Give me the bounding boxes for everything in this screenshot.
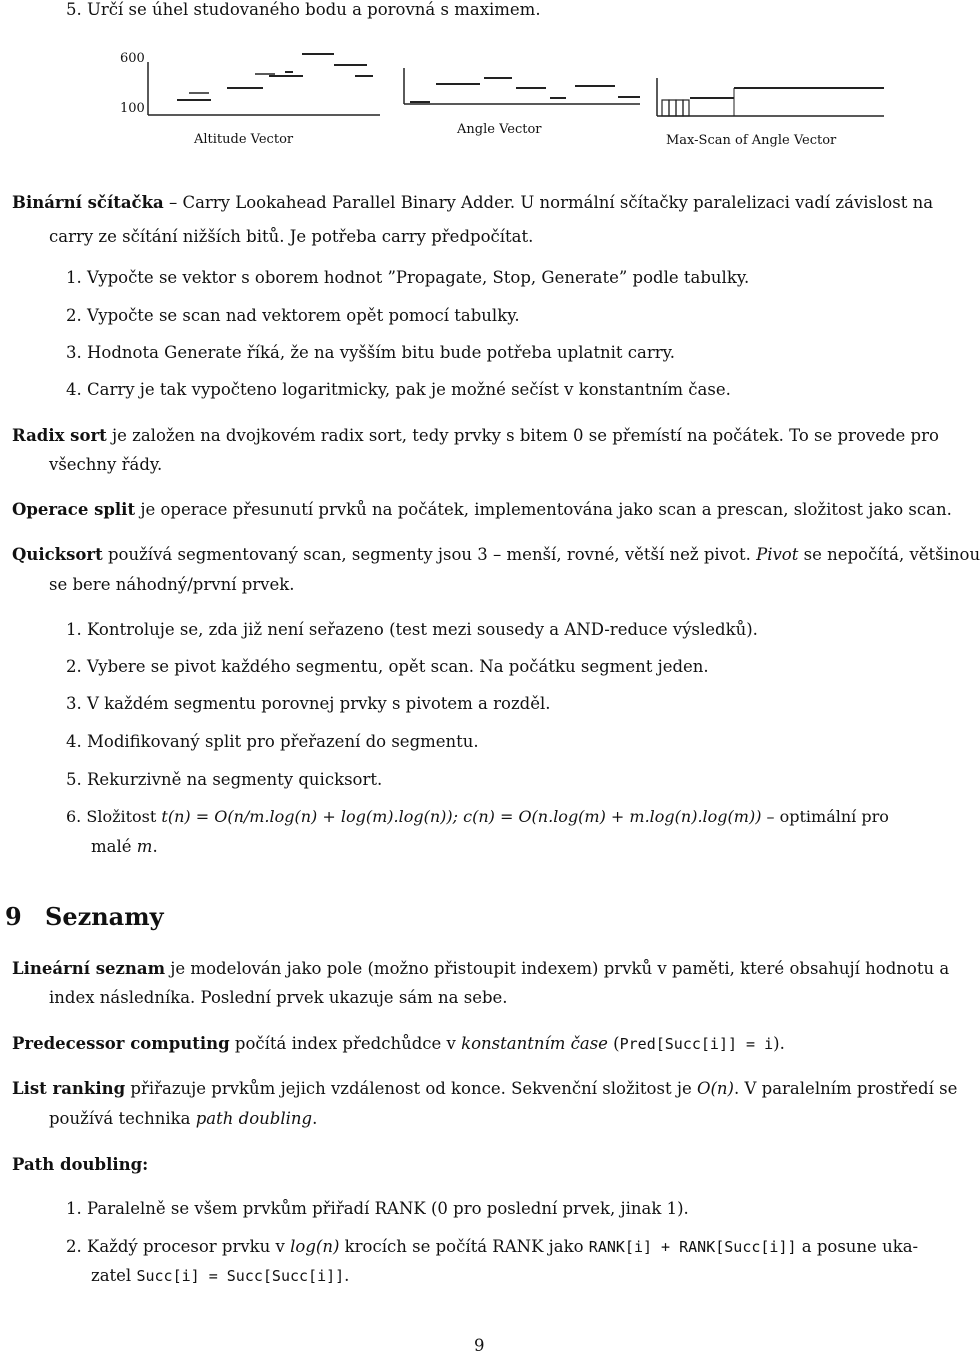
list-item-continuation	[91, 1266, 349, 1286]
list-item	[66, 770, 382, 790]
paragraph-text: (	[607, 1034, 620, 1053]
item-text: Modifikovaný split pro přeřazení do segmentu.	[87, 732, 479, 751]
list-item	[66, 1199, 689, 1219]
list-item	[66, 657, 709, 677]
term: List ranking	[12, 1079, 126, 1098]
item-text: Každý procesor prvku v	[87, 1237, 291, 1256]
term: Binární sčítačka	[12, 193, 164, 212]
list-item	[66, 343, 675, 363]
paragraph-heading	[12, 1155, 148, 1175]
item-text: krocích se počítá RANK jako	[339, 1237, 589, 1256]
item-number: 3.	[66, 343, 82, 362]
angle-vector-graphic	[400, 66, 640, 150]
item-text: .	[344, 1266, 350, 1285]
math-formula: O(n)	[696, 1079, 734, 1098]
item-text: Kontroluje se, zda již není seřazeno (test mezi sousedy a AND-reduce výsledků).	[87, 620, 758, 639]
item-text: Vypočte se vektor s oborem hodnot ”Propagate, Stop, Generate” podle tabulky.	[87, 268, 750, 287]
item-number: 6.	[66, 807, 82, 826]
list-item: 5. Určí se úhel studovaného bodu a porovná s maximem.	[66, 0, 541, 19]
altitude-vector-figure	[115, 48, 380, 158]
list-item	[66, 694, 551, 714]
list-item	[66, 306, 520, 326]
item-number: 2.	[66, 657, 82, 676]
emphasis: Pivot	[756, 545, 799, 564]
item-text: V každém segmentu porovnej prvky s pivotem a rozděl.	[87, 694, 551, 713]
item-number: 5.	[66, 770, 82, 789]
paragraph-line: všechny řády.	[49, 455, 163, 474]
item-text: Paralelně se všem prvkům přiřadí RANK (0 pro poslední prvek, jinak 1).	[87, 1199, 689, 1218]
paragraph-text: je operace přesunutí prvků na počátek, implementována jako scan a prescan, složitost jako scan.	[135, 500, 952, 519]
item-text: Složitost	[86, 807, 162, 826]
item-number: 2.	[66, 306, 82, 325]
item-text: Rekurzivně na segmenty quicksort.	[87, 770, 383, 789]
item-text: a posune uka-	[796, 1237, 919, 1256]
paragraph-text: počítá index předchůdce v	[229, 1034, 462, 1053]
item-text: Hodnota Generate říká, že na vyšším bitu bude potřeba uplatnit carry.	[87, 343, 675, 362]
paragraph-text: používá segmentovaný scan, segmenty jsou 3 – menší, rovné, větší než pivot.	[102, 545, 757, 564]
list-item	[66, 807, 889, 827]
y-label-600: 600	[120, 51, 145, 66]
paragraph-text: – Carry Lookahead Parallel Binary Adder. U normální sčítačky paralelizaci vadí závislost na	[163, 193, 934, 212]
paragraph-text: .	[312, 1109, 318, 1128]
paragraph-text: přiřazuje prvkům jejich vzdálenost od konce. Sekvenční složitost je	[125, 1079, 697, 1098]
list-item	[66, 1237, 918, 1257]
item-text: Carry je tak vypočteno logaritmicky, pak je možné sečíst v konstantním čase.	[87, 380, 731, 399]
item-text: – optimální pro	[761, 807, 889, 826]
item-text: zatel	[91, 1266, 137, 1285]
item-number: 1.	[66, 1199, 82, 1218]
paragraph	[12, 500, 952, 520]
item-text: Vybere se pivot každého segmentu, opět scan. Na počátku segment jeden.	[87, 657, 709, 676]
item-text: Vypočte se scan nad vektorem opět pomocí tabulky.	[87, 306, 520, 325]
paragraph-line: se bere náhodný/první prvek.	[49, 575, 295, 594]
max-scan-figure	[654, 72, 884, 154]
paragraph	[12, 1079, 957, 1099]
paragraph	[12, 426, 939, 446]
paragraph-line: index následníka. Poslední prvek ukazuje sám na sebe.	[49, 988, 508, 1007]
page-number: 9	[474, 1336, 485, 1355]
paragraph-line: carry ze sčítání nižších bitů. Je potřeba carry předpočítat.	[49, 227, 534, 246]
list-item	[66, 268, 749, 288]
emphasis: konstantním čase	[461, 1034, 608, 1053]
list-item	[66, 620, 758, 640]
term: Predecessor computing	[12, 1034, 230, 1053]
list-item	[66, 380, 731, 400]
list-item	[66, 732, 479, 752]
paragraph-text: je modelován jako pole (možno přistoupit indexem) prvků v paměti, které obsahují hodnotu a	[165, 959, 950, 978]
term: Lineární seznam	[12, 959, 166, 978]
code: Pred[Succ[i]] = i	[619, 1035, 774, 1053]
math-formula: log(n)	[290, 1237, 340, 1256]
term: Path doubling:	[12, 1155, 149, 1174]
emphasis: path doubling	[195, 1109, 313, 1128]
paragraph-text: ).	[773, 1034, 785, 1053]
section-heading	[5, 903, 164, 931]
list-item-continuation	[91, 837, 158, 857]
paragraph-line	[49, 1109, 317, 1129]
y-label-100: 100	[120, 101, 145, 116]
item-number: 3.	[66, 694, 82, 713]
section-number: 9	[5, 902, 22, 931]
item-text: .	[152, 837, 158, 856]
paragraph	[12, 959, 949, 979]
figure-caption: Max-Scan of Angle Vector	[666, 133, 837, 148]
item-text: malé	[91, 837, 137, 856]
paragraph-text: se nepočítá, většinou	[798, 545, 980, 564]
paragraph	[12, 193, 933, 213]
item-number: 1.	[66, 268, 82, 287]
angle-vector-figure	[400, 66, 640, 150]
code: Succ[i] = Succ[Succ[i]]	[136, 1267, 345, 1285]
paragraph-text: používá technika	[49, 1109, 196, 1128]
paragraph-text: . V paralelním prostředí se	[734, 1079, 958, 1098]
paragraph	[12, 1034, 785, 1054]
term: Radix sort	[12, 426, 107, 445]
figure-caption: Angle Vector	[457, 122, 542, 137]
term: Operace split	[12, 500, 136, 519]
figure-caption: Altitude Vector	[194, 132, 294, 147]
code: RANK[i] + RANK[Succ[i]]	[588, 1238, 797, 1256]
item-number: 4.	[66, 732, 82, 751]
paragraph-text: je založen na dvojkovém radix sort, tedy prvky s bitem 0 se přemístí na počátek. To se provede pro	[106, 426, 939, 445]
section-title: Seznamy	[45, 902, 164, 931]
math-formula: t(n) = O(n/m.log(n) + log(m).log(n)); c(n) = O(n.log(m) + m.log(n).log(m))	[161, 807, 762, 826]
math-variable: m	[136, 837, 153, 856]
item-number: 2.	[66, 1237, 82, 1256]
item-number: 4.	[66, 380, 82, 399]
term: Quicksort	[12, 545, 103, 564]
item-number: 1.	[66, 620, 82, 639]
paragraph	[12, 545, 980, 565]
